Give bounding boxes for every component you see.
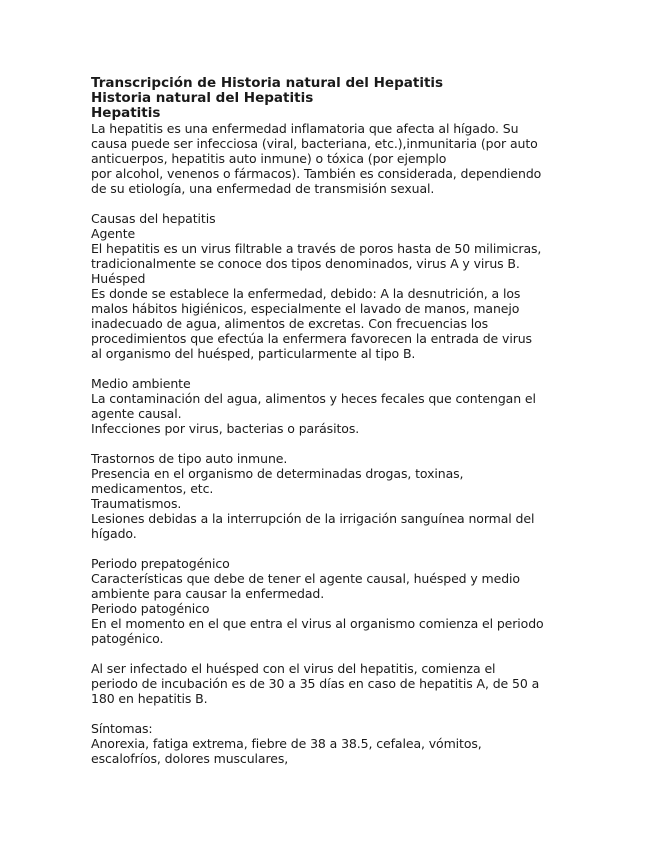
text-line: hígado. bbox=[91, 526, 137, 541]
text-line: Agente bbox=[91, 226, 136, 241]
document-page bbox=[91, 76, 571, 766]
paragraph-gap bbox=[91, 646, 571, 661]
text-line: Causas del hepatitis bbox=[91, 211, 216, 226]
document-heading: Hepatitis bbox=[91, 105, 161, 121]
document-subtitle: Historia natural del Hepatitis bbox=[91, 90, 314, 106]
text-line: al organismo del huésped, particularmente al tipo B. bbox=[91, 346, 416, 361]
text-line: Medio ambiente bbox=[91, 376, 191, 391]
text-line: Infecciones por virus, bacterias o parásitos. bbox=[91, 421, 360, 436]
text-line: inadecuado de agua, alimentos de excretas. Con frecuencias los bbox=[91, 316, 489, 331]
text-line: ambiente para causar la enfermedad. bbox=[91, 586, 325, 601]
text-line: La contaminación del agua, alimentos y heces fecales que contengan el bbox=[91, 391, 536, 406]
text-line: Periodo prepatogénico bbox=[91, 556, 230, 571]
paragraph bbox=[91, 556, 571, 646]
text-line: La hepatitis es una enfermedad inflamatoria que afecta al hígado. Su bbox=[91, 121, 519, 136]
text-line: Anorexia, fatiga extrema, fiebre de 38 a 38.5, cefalea, vómitos, bbox=[91, 736, 482, 751]
text-line: tradicionalmente se conoce dos tipos denominados, virus A y virus B. bbox=[91, 256, 520, 271]
paragraph-gap bbox=[91, 706, 571, 721]
text-line: de su etiología, una enfermedad de transmisión sexual. bbox=[91, 181, 435, 196]
text-line: agente causal. bbox=[91, 406, 182, 421]
text-line: El hepatitis es un virus filtrable a través de poros hasta de 50 milimicras, bbox=[91, 241, 542, 256]
text-line: causa puede ser infecciosa (viral, bacteriana, etc.),inmunitaria (por auto bbox=[91, 136, 538, 151]
text-line: Presencia en el organismo de determinadas drogas, toxinas, bbox=[91, 466, 464, 481]
paragraph-gap bbox=[91, 196, 571, 211]
text-line: Trastornos de tipo auto inmune. bbox=[91, 451, 288, 466]
text-line: Lesiones debidas a la interrupción de la irrigación sanguínea normal del bbox=[91, 511, 535, 526]
text-line: patogénico. bbox=[91, 631, 164, 646]
paragraph bbox=[91, 121, 571, 196]
paragraph bbox=[91, 721, 571, 766]
text-line: escalofríos, dolores musculares, bbox=[91, 751, 289, 766]
text-line: En el momento en el que entra el virus al organismo comienza el periodo bbox=[91, 616, 544, 631]
text-line: procedimientos que efectúa la enfermera favorecen la entrada de virus bbox=[91, 331, 532, 346]
text-line: Características que debe de tener el agente causal, huésped y medio bbox=[91, 571, 520, 586]
paragraph-gap bbox=[91, 541, 571, 556]
text-line: por alcohol, venenos o fármacos). También es considerada, dependiendo bbox=[91, 166, 542, 181]
paragraph bbox=[91, 211, 571, 361]
paragraph-gap bbox=[91, 436, 571, 451]
document-body bbox=[91, 121, 571, 766]
text-line: periodo de incubación es de 30 a 35 días en caso de hepatitis A, de 50 a bbox=[91, 676, 540, 691]
document-title: Transcripción de Historia natural del Hepatitis bbox=[91, 75, 444, 91]
text-line: medicamentos, etc. bbox=[91, 481, 214, 496]
text-line: anticuerpos, hepatitis auto inmune) o tóxica (por ejemplo bbox=[91, 151, 447, 166]
paragraph bbox=[91, 376, 571, 436]
paragraph bbox=[91, 451, 571, 541]
text-line: Traumatismos. bbox=[91, 496, 182, 511]
text-line: 180 en hepatitis B. bbox=[91, 691, 208, 706]
paragraph bbox=[91, 661, 571, 706]
text-line: malos hábitos higiénicos, especialmente el lavado de manos, manejo bbox=[91, 301, 520, 316]
text-line: Es donde se establece la enfermedad, debido: A la desnutrición, a los bbox=[91, 286, 521, 301]
paragraph-gap bbox=[91, 361, 571, 376]
text-line: Al ser infectado el huésped con el virus del hepatitis, comienza el bbox=[91, 661, 496, 676]
text-line: Síntomas: bbox=[91, 721, 153, 736]
text-line: Huésped bbox=[91, 271, 146, 286]
text-line: Periodo patogénico bbox=[91, 601, 210, 616]
